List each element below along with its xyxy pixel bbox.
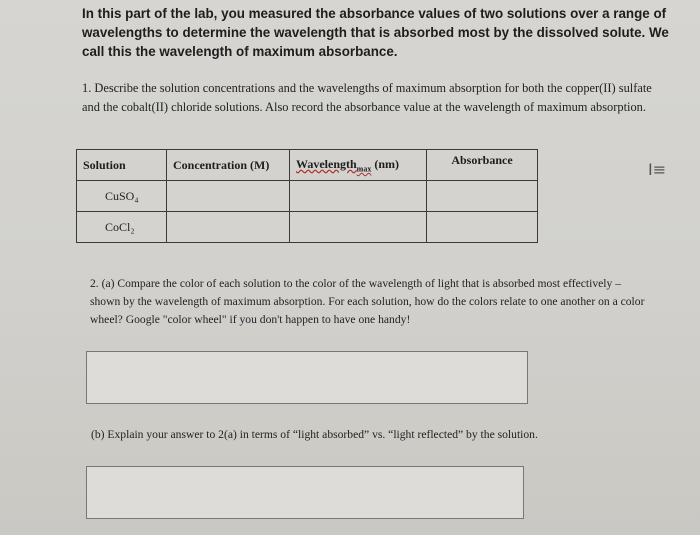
row-cocl2-wavelength-cell[interactable] (290, 212, 427, 243)
header-absorbance: Absorbance (427, 150, 538, 181)
question-1-text: 1. Describe the solution concentrations and the wavelengths of maximum absorption for both the copper(II) sulfate and the cobalt(II) chloride solutions. Also record the absorbance value at the wavelength of maximum absorption. (82, 81, 652, 114)
answer-2b-field[interactable] (86, 466, 524, 519)
question-2a-text: 2. (a) Compare the color of each solution to the color of the wavelength of light that is absorbed most effectively – shown by the wavelength of maximum absorption. For each solution, how do the colors relate to one another on a color wheel? Google "color wheel" if you don't happen to have one handy! (90, 277, 645, 326)
header-solution: Solution (77, 150, 167, 181)
results-table (76, 149, 538, 243)
header-wavelength-unit: (nm) (371, 156, 400, 171)
table-header-row (77, 150, 538, 181)
intro-text: In this part of the lab, you measured the absorbance values of two solutions over a range of wavelengths to determine the wavelength that is absorbed most by the dissolved solute. We call this the wavelength of maximum absorbance. (82, 6, 669, 59)
text-cursor-icon: I≡ (648, 160, 667, 179)
row-cocl2-absorbance-cell[interactable] (427, 212, 538, 243)
header-wavelength-sub: max (356, 164, 372, 174)
header-wavelength-main: Wavelength (296, 156, 357, 171)
row-cuso4-wavelength-cell[interactable] (290, 181, 427, 212)
row-cuso4-absorbance-cell[interactable] (427, 181, 538, 212)
row-cocl2-concentration-cell[interactable] (167, 212, 290, 243)
answer-2a-field[interactable] (86, 351, 528, 404)
header-concentration: Concentration (M) (167, 150, 290, 181)
question-2b-text: (b) Explain your answer to 2(a) in terms of “light absorbed” vs. “light reflected” by the solution. (91, 428, 538, 441)
table-row (77, 212, 538, 243)
table-row (77, 181, 538, 212)
row-cocl2-solution: CoCl₂ (77, 212, 167, 243)
header-wavelength (290, 150, 427, 181)
row-cuso4-concentration-cell[interactable] (167, 181, 290, 212)
row-cuso4-solution: CuSO₄ (77, 181, 167, 212)
